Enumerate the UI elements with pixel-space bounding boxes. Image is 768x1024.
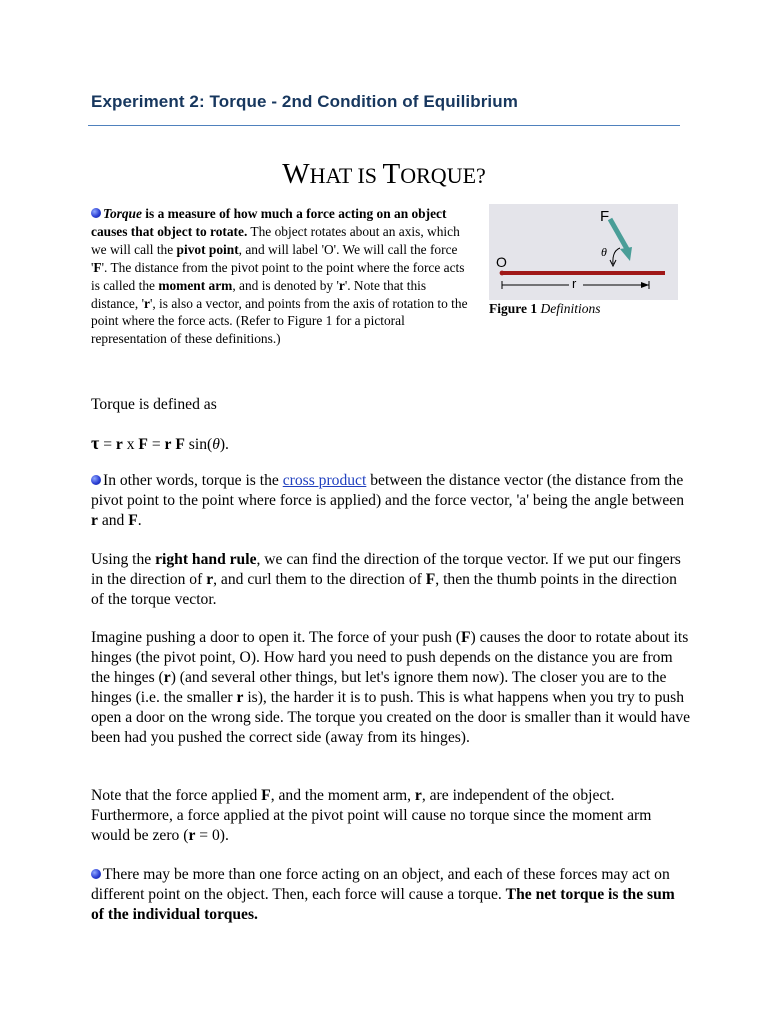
cross-product-link[interactable]: cross product	[282, 472, 367, 489]
paragraph-text: , we can find the direction of the torque vector. If we put our fingers in the direction of	[91, 551, 681, 588]
intro-text: '. The distance from the pivot point to the point where the force acts is called the	[91, 259, 465, 293]
document-header-title: Experiment 2: Torque - 2nd Condition of Equilibrium	[91, 92, 518, 111]
definition-text: Torque is defined as	[91, 396, 217, 413]
intro-text: '. Note that this distance, '	[91, 277, 427, 311]
paragraph-text: , and the moment arm,	[270, 787, 415, 804]
right-hand-rule-paragraph	[91, 550, 691, 610]
title-rest-2: ORQUE?	[400, 163, 486, 188]
paragraph-text: In other words, torque is the	[103, 472, 283, 489]
door-example-paragraph	[91, 628, 691, 748]
title-cap-2: T	[382, 158, 401, 190]
force-arrow-shaft	[610, 219, 627, 249]
figure-label-f: F	[600, 208, 610, 225]
right-hand-rule-term: right hand rule	[155, 551, 257, 568]
page-title	[0, 158, 768, 191]
title-cap-1: W	[282, 158, 310, 190]
figure-caption	[489, 301, 601, 317]
paragraph-text: ) causes the door to rotate about its hinges (the pivot point, O). How hard you need to push depends on the distance you are from the hinges (	[91, 629, 689, 686]
intro-bold-text: is a measure of how much a force acting on an object causes that object to rotate.	[91, 206, 447, 239]
figure-label-o: O	[496, 254, 507, 270]
figure-caption-text: Definitions	[537, 301, 601, 316]
force-symbol: F	[261, 787, 271, 804]
intro-text: , and will label 'O'. We will call the force '	[91, 241, 458, 275]
figure-number: Figure 1	[489, 301, 538, 316]
cross-product-paragraph	[91, 471, 691, 531]
r-symbol: r	[91, 512, 98, 529]
paragraph-text: , then the thumb points in the direction of the torque vector.	[91, 571, 677, 608]
formula-r: r	[164, 436, 172, 453]
paragraph-text: .	[137, 512, 142, 529]
net-torque-statement: The net torque is the sum of the individual torques.	[91, 886, 675, 923]
formula-text: sin(	[184, 436, 213, 453]
bullet-icon	[91, 475, 101, 485]
header-divider	[88, 125, 680, 126]
paragraph-text: , and curl them to the direction of	[213, 571, 426, 588]
force-symbol: F	[460, 629, 471, 646]
formula-theta: θ	[212, 436, 220, 453]
r-symbol: r	[206, 571, 214, 588]
figure-label-theta: θ	[601, 245, 607, 259]
r-symbol: r	[414, 787, 422, 804]
torque-formula	[91, 433, 691, 455]
bullet-icon	[91, 869, 101, 879]
r-symbol: r	[236, 689, 244, 706]
force-symbol: F	[128, 512, 138, 529]
paragraph-text: and	[97, 512, 129, 529]
net-torque-paragraph	[91, 865, 691, 925]
bullet-icon	[91, 208, 101, 218]
torque-diagram	[489, 204, 678, 300]
formula-text: ).	[219, 436, 229, 453]
intro-paragraph	[91, 205, 471, 348]
paragraph-text: Note that the force applied	[91, 787, 262, 804]
force-symbol: F	[425, 571, 436, 588]
moment-arm-term: moment arm	[158, 277, 233, 293]
title-rest-1: HAT IS	[309, 163, 383, 188]
r-symbol: r	[338, 277, 345, 293]
paragraph-text: Imagine pushing a door to open it. The force of your push (	[91, 629, 461, 646]
paragraph-text: Using the	[91, 551, 156, 568]
independence-note-paragraph	[91, 786, 691, 846]
definition-paragraph	[91, 395, 691, 415]
formula-text: =	[147, 436, 165, 453]
r-symbol: r	[143, 295, 150, 311]
angle-arc	[613, 248, 620, 264]
force-symbol: F	[93, 259, 102, 275]
tau-symbol: τ	[91, 433, 100, 453]
formula-text: x	[122, 436, 139, 453]
formula-f: F	[175, 436, 185, 453]
pivot-point-dot	[500, 271, 505, 276]
paragraph-text: , are independent of the object. Furthermore, a force applied at the pivot point will cause no torque since the moment arm would be zero (	[91, 787, 652, 844]
distance-arrow-head	[641, 282, 649, 288]
figure-label-r: r	[572, 276, 577, 291]
formula-f: F	[138, 436, 148, 453]
paragraph-text: between the distance vector (the distance from the pivot point to the point where force is applied) and the force vector, 'a' being the angle between	[91, 472, 685, 509]
figure-definitions	[489, 204, 678, 300]
formula-r: r	[115, 436, 123, 453]
intro-text: , and is denoted by '	[232, 277, 339, 293]
torque-term: Torque	[103, 206, 142, 221]
formula-text: =	[99, 436, 116, 453]
force-arrow-head	[620, 247, 632, 261]
paragraph-text: There may be more than one force acting on an object, and each of these forces may act on different point on the object. Then, each force will cause a torque.	[91, 866, 670, 903]
intro-text: ', is also a vector, and points from the axis of rotation to the point where the force acts. (Refer to Figure 1 for a pictoral representation of these definitions.)	[91, 295, 468, 347]
pivot-point-term: pivot point	[176, 241, 239, 257]
paragraph-text: is), the harder it is to push. This is what happens when you try to push open a door on the wrong side. The torque you created on the door is smaller than it would have been had you pushed the correct side (away from its hinges).	[91, 689, 691, 746]
lever-bar	[501, 271, 665, 275]
r-symbol: r	[188, 827, 196, 844]
paragraph-text: ) (and several other things, but let's ignore them now). The closer you are to the hinges (i.e. the smaller	[91, 669, 667, 706]
r-symbol: r	[163, 669, 171, 686]
paragraph-text: = 0).	[195, 827, 229, 844]
intro-text: The object rotates about an axis, which we will call the	[91, 223, 460, 257]
